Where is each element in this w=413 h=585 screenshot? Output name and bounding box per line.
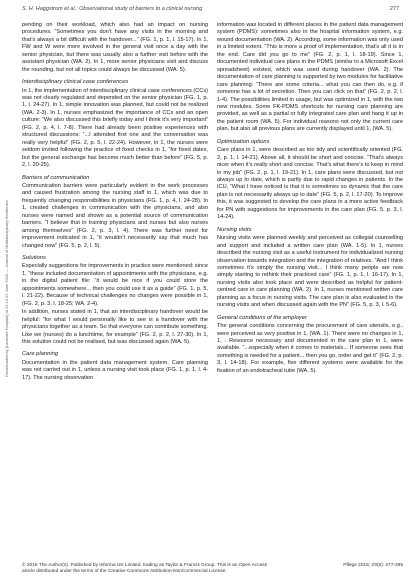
side-download-text: Downloaded by [Laureate Hospital] at 12:14 22 June 2016 — Journal of Multidisciplinary Healthcare (4, 200, 9, 377)
paragraph: pending on their workload, which also had an impact on nursing procedures. “Sometimes you don’t have any visits in the morning and that’s always a bit difficult with the handover...” (FG. 1, p. 1, l. 15-17). In 1, FW and W were more involved in the general visit once a day with the senior physician, but there was usually also a further visit before with the assistant physician (WA. 2). In 1, more senior physicians visit and discuss the rounding, but not all topics could always be discussed (WA. 5). (22, 22, 208, 73)
section-heading: Care planning (22, 351, 59, 358)
section-heading: Solutions (22, 255, 46, 262)
section-heading: Nursing visits (217, 226, 252, 233)
section-heading: Barriers of communication (22, 174, 90, 181)
running-head (22, 6, 399, 18)
paragraph: Communication barriers were particularly evident in the work processes and caused frustration among the nursing staff in 1, which was due to frequently changing responsibilities in physicians (FG. 1, p. 4, l. 24-28). In 1, created challenges in communication with the physicians, and also nurses were named and shown as a potential source of communication barriers. “I believe that in training physicians and nurses but also nurses among themselves” (FG. 2, p. 3, l. 4). There was further need for improvement indicated in 1, “it wouldn’t necessarily say that much has changed now” (FG. 5, p. 2, l. 5). (22, 182, 208, 249)
running-head-title: S. H. Haggstrom et al.: Observational study of barriers to a clinical nursing (22, 6, 203, 12)
paragraph: information was located in different places in the patient data management system (PDMS): sometimes also in the hospital information system, e.g. wound documentation (WA. 2). According, some information was only used in a limited extent. “This is more a proof of implementation, that’s all it is in the end. Care did you go to me” (FG. 2, p. 1, l. 18-19). Since 1, documented individual care plans in the PDMS (similar to a Microsoft Excel spreadsheet) existed, which was used during handover (WA. 2). The documentation of care planning is supported by two modules for facilitative care planning: “There are some criteria... what you can then do, e.g. if someone has a lot of secretion. Then you can click on that” (FG. 2, p. 2, l. 1-4). The possibilities limited in usage, but was optimized in 1, with the two new modules. Some FK-PDMS shortcuts for nursing care planning are provided, as well as a partial or fully integrated care plan and hang it up in the patient room (WA. 5). For individual reasons not only the current care plan, but also all previous plans are currently displayed until 1, (WA. 5). (217, 22, 403, 133)
paragraph: Care plans in 1, were described as too tidy and scientifically oriented (FG. 2, p. 1, l. 14-21). Above all, it should be short and concise. “That’s always nicer when it’s really short and concise. That’s what there’s to keep in mind in my job” (FG. 2, p. 1, l. 19-21). In 1, care plans were discussed, but not always up to date, which is partly due to rapid changes in patients. In the ICU, “What I have noticed is that it is sometimes so dynamic that the care plan is not necessarily always up to date” (FG. 5, p. 2, l. 17-20). To improve this, it was suggested to develop the care plans in a more active feedback for PN with suggestions for improvements in the care plan (FG. 5, p. 3, l. 14-24). (217, 147, 403, 221)
paragraph: In 1, the implementation of interdisciplinary clinical case conferences (CCs) was not clearly regulated and depended on the senior physician (FG. 1, p. 1, l. 24-27). In 1, simple innovation was planned, but could not be realized (WA. 2-3). In 1, nurses emphasized the importance of CCs and an open culture: “We also discussed this briefly today and I think it’s very important” (FG. 2, p. 4, l. 7-8). There had already been positive experiences with structured discussions: “...I attended first one and the conversation was really very helpful” (FG. 2, p. 5, l. 22-24). However, in 1, the nurses were seldom invited following the practice of fixed checks in 1, “for fixed dates, but the general exchange has become much better than before” (FG. 5, p. 2, l. 20-25). (22, 87, 208, 169)
paragraph: The general conditions concerning the procurement of care utensils, e.g., were perceived as very positive in 1, (WA. 1). There were no changes in 1, 1, . Resource necessary and documented in the care plan in 1, were available. “...especially when it comes to materials... If someone sees that something is needed for a patient... then you go, order and get it” (FG. 2, p. 3, l. 14-18). For example, five different systems were available for the fixation of an endotracheal tube (WA. 5). (217, 323, 403, 374)
paragraph: Documentation in the patient data management system. Care planning was not carried out in 1, unless a nursing visit took place (FG. 1, p. 1, l. 4-17). The nursing observation (22, 359, 208, 381)
left-column (22, 22, 208, 557)
section-heading: Optimization options (217, 138, 270, 145)
paragraph: Nursing visits were planned weekly and perceived as collegial counselling and support and included a written care plan (WA. 1-5). In 1, nurses described the nursing visit as a useful instrument for individualized nursing observation towards integration and the integration of relatives. “And I think sometimes it’s simply the nursing visit... I think many people are now simply starting to rethink their practiced care” (FG. 1, p. 1, l. 16-17). In 1, nursing visits also took place and were described as helpful for patient-centred care in care planning (WA. 2). In 1, nurses mentioned written care planning as a focus in nursing visits. The care plan is also evaluated in the nursing visits and when discussed again with the PN” (FG. 5, p. 3, l. 5-6). (217, 235, 403, 309)
article-body (22, 22, 403, 557)
page-footer (22, 563, 403, 581)
right-column (217, 22, 403, 557)
section-heading: General conditions of the employer (217, 314, 307, 321)
section-heading: Interdisciplinary clinical case conferences (22, 79, 129, 86)
page-number: 277 (389, 6, 399, 12)
paragraph: Especially suggestions for improvements in practice were mentioned: since 1, “these included documentation of appointments with the physicians, e.g. in the digital patient file: “it would be nice if you could store the appointments somewhere... then you could use it as a guide” (FG. 1, p. 5, l. 21-22). Because of technical challenges no changes were possible in 1, (FG. 2, p. 3, l. 18-25; WA. 2-4). (22, 263, 208, 307)
side-download-strip (0, 0, 12, 585)
paragraph: In addition, nurses stated in 1, that an interdisciplinary handover would be helpful: “for what I would personally like to see is a handover with the physicians together as a team. So that everyone can contribute something. Like we (nurses) do a lunchtime, for example” (FG. 2, p. 2, l. 27-30). In 1, this solution could not be realised, but was discussed again (WA. 5). (22, 309, 208, 345)
footer-citation: Pflege 2016; 29(5): 277-285 (343, 563, 403, 568)
footer-license: © 2016 The Author(s). Published by Informa UK Limited, trading as Taylor & Francis Group. This is an Open Access article distributed under the terms of the Creative Commons Attribution-NonCommercial License. (22, 563, 268, 574)
